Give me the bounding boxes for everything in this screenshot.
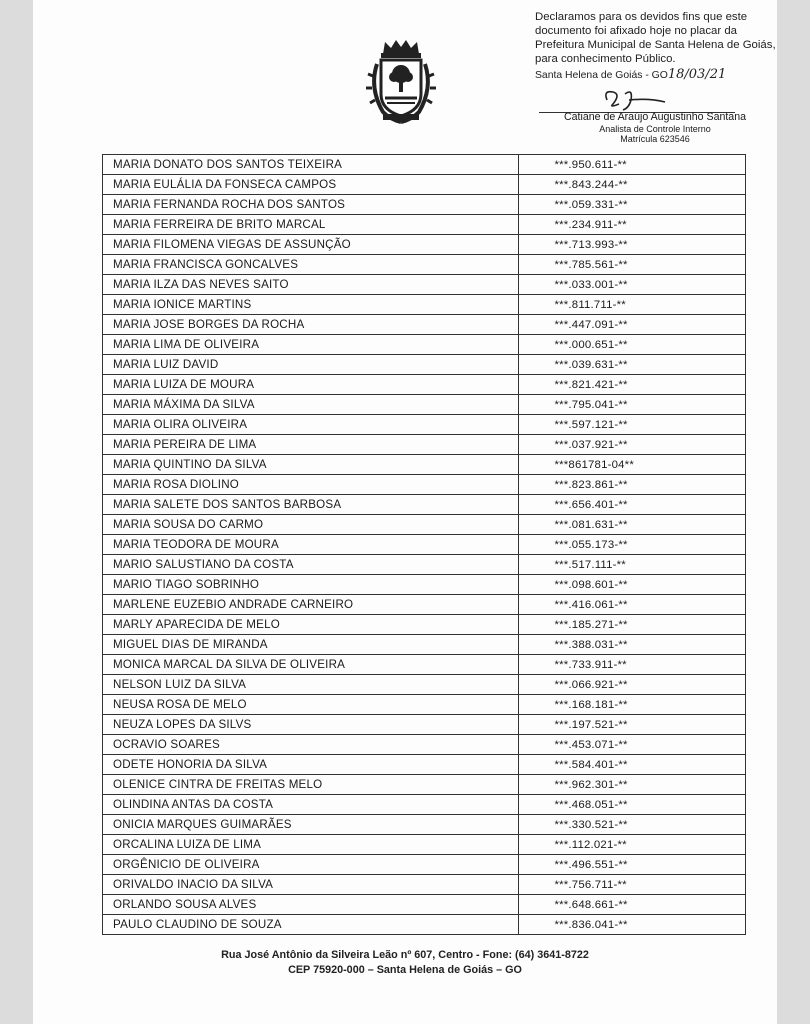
cpf-cell: ***.821.421-** — [518, 375, 745, 395]
cpf-cell: ***.836.041-** — [518, 915, 745, 935]
cpf-cell: ***861781-04** — [518, 455, 745, 475]
person-name-cell: MARIA EULÁLIA DA FONSECA CAMPOS — [103, 175, 519, 195]
table-row — [103, 195, 746, 215]
person-name-cell: ORIVALDO INACIO DA SILVA — [103, 875, 519, 895]
cpf-cell: ***.656.401-** — [518, 495, 745, 515]
person-name-cell: ORCALINA LUIZA DE LIMA — [103, 835, 519, 855]
signer-registration: Matrícula 623546 — [620, 133, 690, 144]
table-row — [103, 495, 746, 515]
cpf-cell: ***.055.173-** — [518, 535, 745, 555]
table-row — [103, 375, 746, 395]
declaration-line: Prefeitura Municipal de Santa Helena de Goiás, — [535, 39, 776, 51]
person-name-cell: OCRAVIO SOARES — [103, 735, 519, 755]
table-row — [103, 275, 746, 295]
person-name-cell: MARIA LIMA DE OLIVEIRA — [103, 335, 519, 355]
beneficiary-table — [102, 154, 746, 935]
cpf-cell: ***.197.521-** — [518, 715, 745, 735]
cpf-cell: ***.066.921-** — [518, 675, 745, 695]
person-name-cell: MARIA TEODORA DE MOURA — [103, 535, 519, 555]
table-row — [103, 175, 746, 195]
table-row — [103, 775, 746, 795]
table-row — [103, 555, 746, 575]
table-row — [103, 855, 746, 875]
table-row — [103, 395, 746, 415]
signer-name: Catiane de Araújo Augustinho Santana — [563, 111, 746, 123]
cpf-cell: ***.081.631-** — [518, 515, 745, 535]
declaration-block — [535, 10, 776, 83]
cpf-cell: ***.168.181-** — [518, 695, 745, 715]
footer — [33, 948, 777, 978]
cpf-cell: ***.823.861-** — [518, 475, 745, 495]
cpf-cell: ***.756.711-** — [518, 875, 745, 895]
person-name-cell: MARIA SALETE DOS SANTOS BARBOSA — [103, 495, 519, 515]
person-name-cell: MARIA PEREIRA DE LIMA — [103, 435, 519, 455]
person-name-cell: PAULO CLAUDINO DE SOUZA — [103, 915, 519, 935]
cpf-cell: ***.416.061-** — [518, 595, 745, 615]
person-name-cell: ORGÊNICIO DE OLIVEIRA — [103, 855, 519, 875]
table-row — [103, 655, 746, 675]
table-row — [103, 475, 746, 495]
cpf-cell: ***.962.301-** — [518, 775, 745, 795]
person-name-cell: MARIA FRANCISCA GONCALVES — [103, 255, 519, 275]
place-label: Santa Helena de Goiás - GO — [535, 70, 668, 81]
document-page — [33, 0, 777, 1024]
signer-block — [539, 112, 771, 144]
table-row — [103, 455, 746, 475]
table-row — [103, 315, 746, 335]
cpf-cell: ***.453.071-** — [518, 735, 745, 755]
cpf-cell: ***.037.921-** — [518, 435, 745, 455]
signer-role: Analista de Controle Interno — [599, 123, 711, 134]
cpf-cell: ***.112.021-** — [518, 835, 745, 855]
cpf-cell: ***.388.031-** — [518, 635, 745, 655]
table-row — [103, 795, 746, 815]
cpf-cell: ***.584.401-** — [518, 755, 745, 775]
person-name-cell: ONICIA MARQUES GUIMARÃES — [103, 815, 519, 835]
table-row — [103, 675, 746, 695]
person-name-cell: NEUZA LOPES DA SILVS — [103, 715, 519, 735]
table-row — [103, 695, 746, 715]
table-row — [103, 595, 746, 615]
cpf-cell: ***.795.041-** — [518, 395, 745, 415]
handwritten-date: 18/03/21 — [667, 67, 727, 82]
person-name-cell: MARIA FILOMENA VIEGAS DE ASSUNÇÃO — [103, 235, 519, 255]
cpf-cell: ***.950.611-** — [518, 155, 745, 175]
table-row — [103, 515, 746, 535]
cpf-cell: ***.039.631-** — [518, 355, 745, 375]
person-name-cell: OLINDINA ANTAS DA COSTA — [103, 795, 519, 815]
person-name-cell: MARLY APARECIDA DE MELO — [103, 615, 519, 635]
declaration-line: para conhecimento Público. — [535, 53, 676, 65]
declaration-place-date — [535, 68, 767, 83]
municipal-coat-of-arms-icon — [363, 36, 439, 124]
table-row — [103, 615, 746, 635]
cpf-cell: ***.330.521-** — [518, 815, 745, 835]
person-name-cell: MARIO SALUSTIANO DA COSTA — [103, 555, 519, 575]
cpf-cell: ***.785.561-** — [518, 255, 745, 275]
cpf-cell: ***.713.993-** — [518, 235, 745, 255]
person-name-cell: ORLANDO SOUSA ALVES — [103, 895, 519, 915]
person-name-cell: NEUSA ROSA DE MELO — [103, 695, 519, 715]
person-name-cell: MARIA DONATO DOS SANTOS TEIXEIRA — [103, 155, 519, 175]
cpf-cell: ***.185.271-** — [518, 615, 745, 635]
table-row — [103, 535, 746, 555]
person-name-cell: MARIA SOUSA DO CARMO — [103, 515, 519, 535]
person-name-cell: MONICA MARCAL DA SILVA DE OLIVEIRA — [103, 655, 519, 675]
footer-address: Rua José Antônio da Silveira Leão nº 607, Centro - Fone: (64) 3641-8722 — [221, 949, 589, 961]
person-name-cell: MARIA ROSA DIOLINO — [103, 475, 519, 495]
cpf-cell: ***.098.601-** — [518, 575, 745, 595]
cpf-cell: ***.517.111-** — [518, 555, 745, 575]
table-row — [103, 575, 746, 595]
signature-icon — [599, 86, 669, 112]
person-name-cell: MARIA LUIZ DAVID — [103, 355, 519, 375]
table-row — [103, 415, 746, 435]
cpf-cell: ***.648.661-** — [518, 895, 745, 915]
person-name-cell: MARIA FERREIRA DE BRITO MARCAL — [103, 215, 519, 235]
footer-cep: CEP 75920-000 – Santa Helena de Goiás – GO — [288, 964, 522, 976]
person-name-cell: MARIA FERNANDA ROCHA DOS SANTOS — [103, 195, 519, 215]
cpf-cell: ***.234.911-** — [518, 215, 745, 235]
cpf-cell: ***.496.551-** — [518, 855, 745, 875]
table-row — [103, 735, 746, 755]
person-name-cell: MARIA QUINTINO DA SILVA — [103, 455, 519, 475]
cpf-cell: ***.468.051-** — [518, 795, 745, 815]
cpf-cell: ***.811.711-** — [518, 295, 745, 315]
declaration-line: documento foi afixado hoje no placar da — [535, 25, 738, 37]
person-name-cell: MARIA MÁXIMA DA SILVA — [103, 395, 519, 415]
cpf-cell: ***.733.911-** — [518, 655, 745, 675]
table-row — [103, 335, 746, 355]
table-row — [103, 295, 746, 315]
table-row — [103, 215, 746, 235]
person-name-cell: MARIA LUIZA DE MOURA — [103, 375, 519, 395]
table-row — [103, 755, 746, 775]
table-row — [103, 715, 746, 735]
table-row — [103, 355, 746, 375]
person-name-cell: MARIO TIAGO SOBRINHO — [103, 575, 519, 595]
declaration-line: Declaramos para os devidos fins que este — [535, 11, 748, 23]
table-row — [103, 235, 746, 255]
table-row — [103, 155, 746, 175]
table-row — [103, 815, 746, 835]
cpf-cell: ***.843.244-** — [518, 175, 745, 195]
table-row — [103, 435, 746, 455]
table-row — [103, 835, 746, 855]
cpf-cell: ***.033.001-** — [518, 275, 745, 295]
person-name-cell: OLENICE CINTRA DE FREITAS MELO — [103, 775, 519, 795]
person-name-cell: ODETE HONORIA DA SILVA — [103, 755, 519, 775]
person-name-cell: MARIA OLIRA OLIVEIRA — [103, 415, 519, 435]
person-name-cell: MARIA ILZA DAS NEVES SAITO — [103, 275, 519, 295]
person-name-cell: MARIA JOSE BORGES DA ROCHA — [103, 315, 519, 335]
person-name-cell: MARLENE EUZEBIO ANDRADE CARNEIRO — [103, 595, 519, 615]
table-row — [103, 875, 746, 895]
cpf-cell: ***.597.121-** — [518, 415, 745, 435]
table-row — [103, 915, 746, 935]
table-row — [103, 895, 746, 915]
person-name-cell: MARIA IONICE MARTINS — [103, 295, 519, 315]
table-row — [103, 635, 746, 655]
person-name-cell: NELSON LUIZ DA SILVA — [103, 675, 519, 695]
cpf-cell: ***.447.091-** — [518, 315, 745, 335]
table-row — [103, 255, 746, 275]
cpf-cell: ***.059.331-** — [518, 195, 745, 215]
person-name-cell: MIGUEL DIAS DE MIRANDA — [103, 635, 519, 655]
cpf-cell: ***.000.651-** — [518, 335, 745, 355]
